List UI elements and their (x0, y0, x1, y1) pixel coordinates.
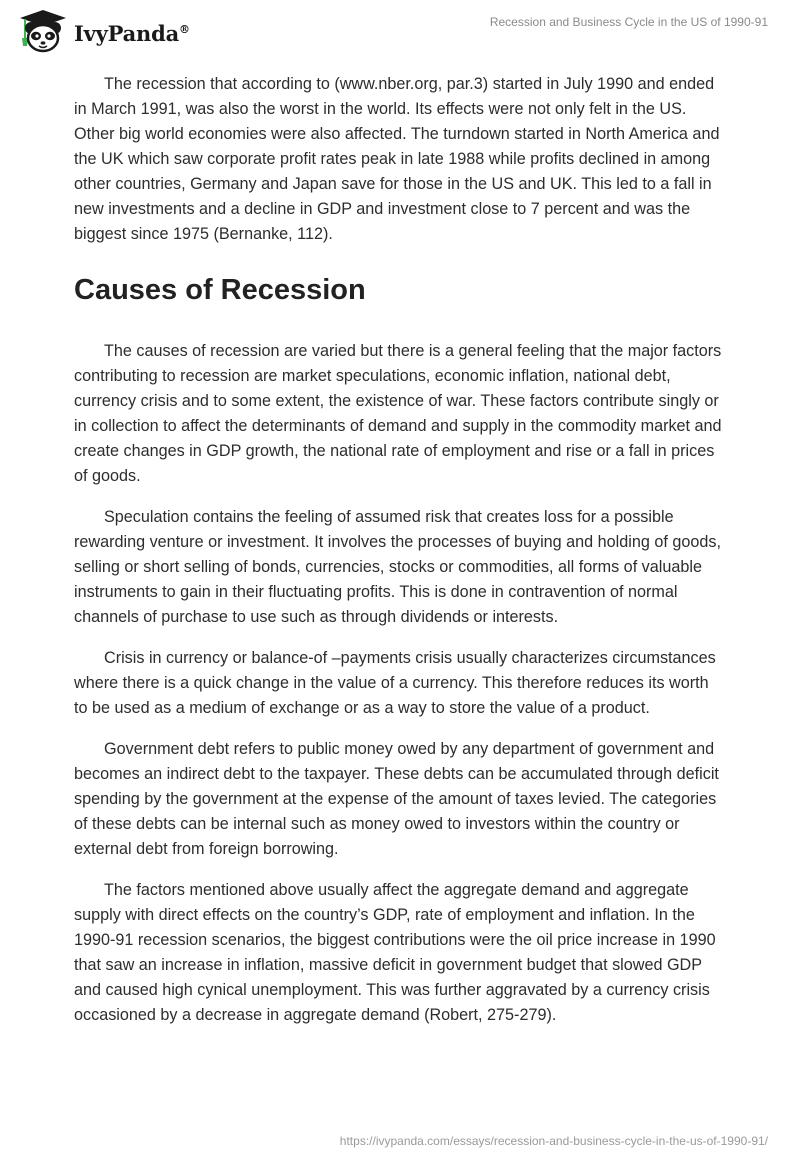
article-body (74, 72, 726, 1044)
intro-paragraph: The recession that according to (www.nber.org, par.3) started in July 1990 and ended in March 1991, was also the worst in the world. Its effects were not only felt in the US. Other big world economies were also affected. The turndown started in North America and the UK which saw corporate profit rates peak in late 1988 while profits declined in among other countries, Germany and Japan save for those in the US and UK. This led to a fall in new investments and a decline in GDP and investment close to 7 percent and was the biggest since 1975 (Bernanke, 112). (74, 75, 720, 243)
logo[interactable] (16, 8, 190, 54)
brand-name: IvyPanda® (74, 20, 190, 46)
source-url[interactable]: https://ivypanda.com/essays/recession-and-business-cycle-in-the-us-of-1990-91/ (339, 1134, 768, 1148)
paragraph: The causes of recession are varied but there is a general feeling that the major factors contributing to recession are market speculations, economic inflation, national debt, currency crisis and to some extent, the existence of war. These factors contribute singly or in collection to affect the determinants of demand and supply in the commodity market and create changes in GDP growth, the national rate of employment and rise or a fall in prices of goods. (74, 342, 722, 485)
registered-mark: ® (179, 22, 190, 36)
paragraph: Speculation contains the feeling of assumed risk that creates loss for a possible rewarding venture or investment. It involves the processes of buying and holding of goods, selling or short selling of bonds, currencies, stocks or commodities, all forms of valuable instruments to gain in their fluctuating profits. This is done in contravention of normal channels of purchase to use such as through dividends or interests. (74, 508, 721, 626)
page-header (0, 0, 800, 60)
document-title: Recession and Business Cycle in the US of 1990-91 (489, 15, 768, 29)
paragraph: Government debt refers to public money owed by any department of government and becomes an indirect debt to the taxpayer. These debts can be accumulated through deficit spending by the government at the expense of the amount of taxes levied. The categories of these debts can be internal such as money owed to investors within the country or external debt from foreign borrowing. (74, 740, 719, 858)
section-heading: Causes of Recession (74, 274, 366, 306)
panda-graduate-icon (16, 8, 70, 54)
paragraph: The factors mentioned above usually affect the aggregate demand and aggregate supply with direct effects on the country’s GDP, rate of employment and inflation. In the 1990-91 recession scenarios, the biggest contributions were the oil price increase in 1990 that saw an increase in inflation, massive deficit in government budget that slowed GDP and caused high cynical unemployment. This was further aggravated by a currency crisis occasioned by a decrease in aggregate demand (Robert, 275-279). (74, 881, 716, 1024)
paragraph: Crisis in currency or balance-of –payments crisis usually characterizes circumstances where there is a quick change in the value of a currency. This therefore reduces its worth to be used as a medium of exchange or as a way to store the value of a product. (74, 649, 716, 717)
